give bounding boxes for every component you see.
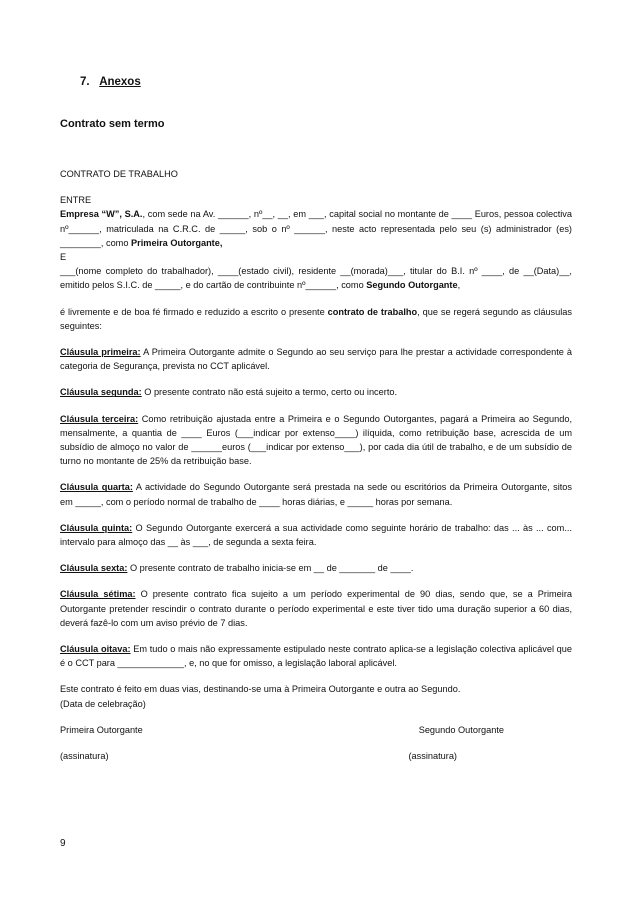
signature-lines-row [60,749,572,763]
clause-text: A actividade do Segundo Outorgante será prestada na sede ou escritórios da Primeira Outorgante, sitos em _____, com o período normal de trabalho de ____ horas diárias, e _____ horas por semana. [60,482,573,507]
right-signature: (assinatura) [408,751,457,762]
company-name: Empresa “W”, S.A. [60,209,143,220]
left-signature: (assinatura) [60,751,109,762]
section-title: Anexos [99,76,141,88]
page-number: 9 [60,838,66,849]
clause-2 [60,385,572,399]
clause-text: O presente contrato fica sujeito a um período experimental de 90 dias, sendo que, se a Primeira Outorgante pretender rescindir o contrato durante o período experimental e este tiver tido uma duração superior a 60 dias, deverá fazê-lo com um aviso prévio de 7 dias. [60,589,572,628]
right-signatory-role: Segundo Outorgante [418,724,504,735]
section-number: 7. [80,76,90,88]
intro-paragraph [60,305,572,333]
clause-8 [60,642,572,670]
entre-label: ENTRE [60,195,92,206]
date-line: (Data de celebração) [60,698,146,709]
worker-end: , [457,280,461,291]
closing-text: Este contrato é feito em duas vias, destinando-se uma à Primeira Outorgante e outra ao Segundo. [60,684,461,695]
clause-label: Cláusula segunda: [60,387,142,398]
clause-label: Cláusula sexta: [60,563,128,574]
clause-1 [60,345,572,373]
clause-label: Cláusula terceira: [60,413,139,424]
clause-text: O presente contrato não está sujeito a termo, certo ou incerto. [141,387,398,398]
subtitle: Contrato sem termo [60,118,165,130]
company-role: Primeira Outorgante, [131,237,223,248]
clause-text: A Primeira Outorgante admite o Segundo ao seu serviço para lhe prestar a actividade correspondente à categoria de Segurança, prevista no CCT aplicável. [60,347,572,372]
clause-label: Cláusula quarta: [60,482,133,493]
clause-label: Cláusula primeira: [60,347,141,358]
left-signatory-role: Primeira Outorgante [60,724,143,735]
contract-body [60,167,572,775]
company-text: , com sede na Av. ______, nº__, __, em ___, capital social no montante de ____ Euros, pessoa colectiva nº______, matriculada na C.R.C. de _____, sob o nº ______, neste acto representada pelo seu (s) administrador (es) ________, como [60,209,573,248]
clause-4 [60,480,572,508]
intro-bold: contrato de trabalho [327,306,418,317]
clause-label: Cláusula oitava: [60,644,131,655]
clause-5 [60,521,572,549]
worker-role: Segundo Outorgante [366,280,458,291]
clause-text: O presente contrato de trabalho inicia-se em __ de _______ de ____. [127,563,414,574]
clause-text: Em tudo o mais não expressamente estipulado neste contrato aplica-se a legislação colectiva aplicável que é o CCT para _____________, e, no que for omisso, a legislação laboral aplicável. [60,644,572,669]
section-heading [80,76,141,88]
intro-post: , que se regerá segundo as cláusulas seguintes: [60,306,572,331]
company-paragraph [60,207,572,250]
worker-paragraph [60,264,572,292]
clause-text: O Segundo Outorgante exercerá a sua actividade como seguinte horário de trabalho: das ... às ... com... intervalo para almoço das __ às ___, de segunda a sexta feira. [60,522,572,548]
clause-label: Cláusula quinta: [60,522,133,533]
clause-7 [60,587,572,630]
e-label: E [60,252,67,263]
clause-6 [60,561,572,575]
doc-title: CONTRATO DE TRABALHO [60,169,178,179]
clause-label: Cláusula sétima: [60,589,136,600]
signature-roles-row [60,723,572,737]
intro-pre: é livremente e de boa fé firmado e reduzido a escrito o presente [60,306,328,317]
worker-text: ___(nome completo do trabalhador), ____(estado civil), residente __(morada)___, titular do B.I. nº ____, de __(Data)__, emitido pelos S.I.C. de _____, e do cartão de contribuinte nº______, como [60,266,572,291]
clause-3 [60,412,572,469]
clause-text: Como retribuição ajustada entre a Primeira e o Segundo Outorgantes, pagará a Primeira ao Segundo, mensalmente, a quantia de ____ Euros (___indicar por extenso____) ilíquida, como retribuição base, acrescida de um subsídio de almoço no valor de ______euros (___indicar por extenso___), por cada dia útil de trabalho, e de um subsídio de turno no montante de 25% da retribuição base. [60,413,573,467]
